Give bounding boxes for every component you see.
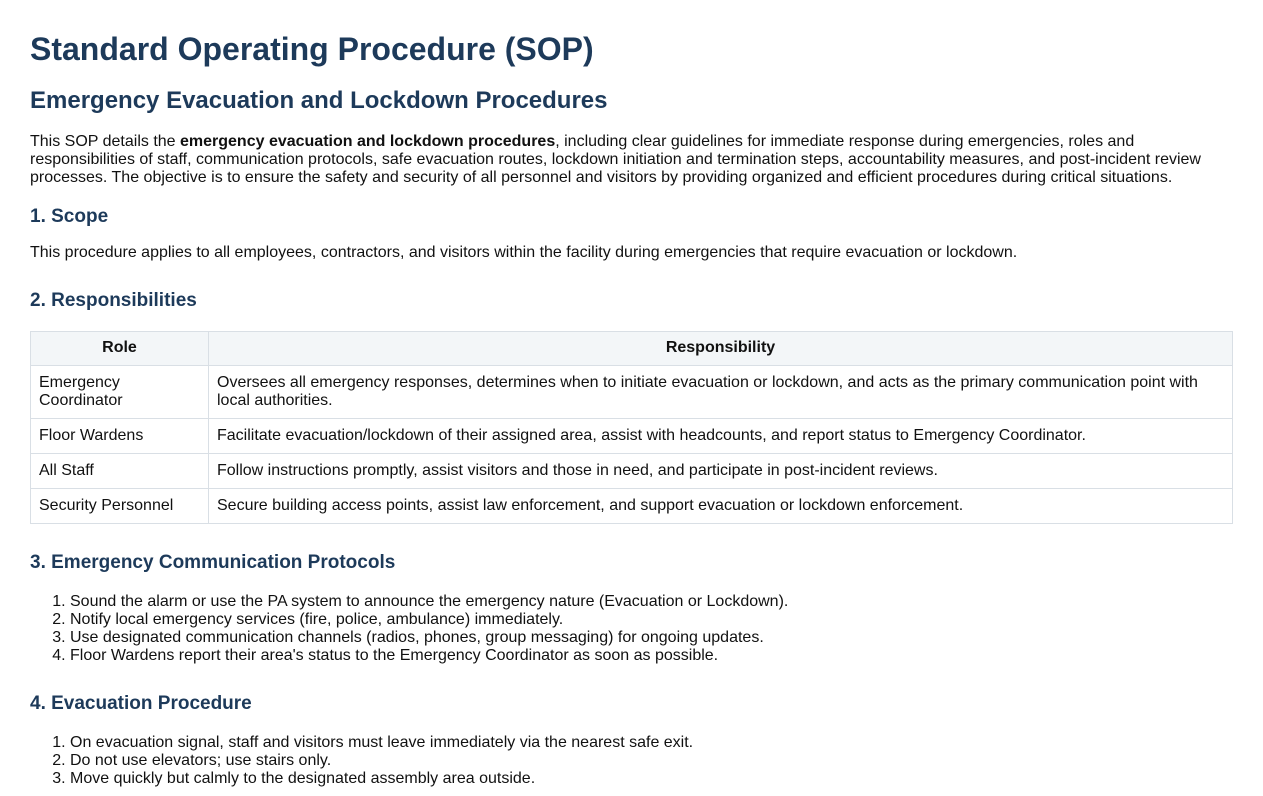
column-header-responsibility: Responsibility	[209, 332, 1233, 366]
scope-heading: 1. Scope	[30, 206, 109, 227]
communication-list	[30, 593, 1233, 665]
responsibilities-table	[30, 331, 1233, 524]
responsibility-cell: Oversees all emergency responses, determines when to initiate evacuation or lockdown, and acts as the primary communication point with local authorities.	[209, 366, 1233, 419]
table-row	[31, 366, 1233, 419]
role-cell: Floor Wardens	[31, 419, 209, 454]
table-header-row	[31, 332, 1233, 366]
list-item: 1. On evacuation signal, staff and visitors must leave immediately via the nearest safe exit.	[70, 734, 1233, 752]
list-item: 2. Notify local emergency services (fire, police, ambulance) immediately.	[70, 611, 1233, 629]
role-cell: Security Personnel	[31, 489, 209, 524]
responsibilities-heading: 2. Responsibilities	[30, 290, 197, 311]
list-item: 3. Use designated communication channels (radios, phones, group messaging) for ongoing updates.	[70, 629, 1233, 647]
page-title: Standard Operating Procedure (SOP)	[30, 31, 594, 67]
intro-text-start: This SOP details the	[30, 133, 180, 150]
column-header-role: Role	[31, 332, 209, 366]
role-cell: Emergency Coordinator	[31, 366, 209, 419]
scope-text: This procedure applies to all employees, contractors, and visitors within the facility during emergencies that require evacuation or lockdown.	[30, 244, 1018, 261]
intro-bold-text: emergency evacuation and lockdown procedures	[180, 133, 556, 150]
table-row	[31, 419, 1233, 454]
intro-text-end: , including clear guidelines for immediate response during emergencies, roles and responsibilities of staff, communication protocols, safe evacuation routes, lockdown initiation and termination steps, accountability measures, and post-incident review processes. The objective is to ensure the safety and security of all personnel and visitors by providing organized and efficient procedures during critical situations.	[30, 133, 1201, 186]
list-item: 2. Do not use elevators; use stairs only.	[70, 752, 1233, 770]
document-subtitle: Emergency Evacuation and Lockdown Procedures	[30, 87, 608, 114]
list-item: 3. Move quickly but calmly to the designated assembly area outside.	[70, 770, 1233, 788]
evacuation-list	[30, 734, 1233, 788]
responsibility-cell: Secure building access points, assist law enforcement, and support evacuation or lockdown enforcement.	[209, 489, 1233, 524]
table-row	[31, 489, 1233, 524]
intro-paragraph	[30, 133, 1220, 187]
list-item: 4. Floor Wardens report their area's status to the Emergency Coordinator as soon as possible.	[70, 647, 1233, 665]
responsibility-cell: Facilitate evacuation/lockdown of their assigned area, assist with headcounts, and report status to Emergency Coordinator.	[209, 419, 1233, 454]
communication-heading: 3. Emergency Communication Protocols	[30, 552, 396, 573]
list-item: 1. Sound the alarm or use the PA system to announce the emergency nature (Evacuation or Lockdown).	[70, 593, 1233, 611]
evacuation-heading: 4. Evacuation Procedure	[30, 693, 252, 714]
responsibility-cell: Follow instructions promptly, assist visitors and those in need, and participate in post-incident reviews.	[209, 454, 1233, 489]
role-cell: All Staff	[31, 454, 209, 489]
table-row	[31, 454, 1233, 489]
